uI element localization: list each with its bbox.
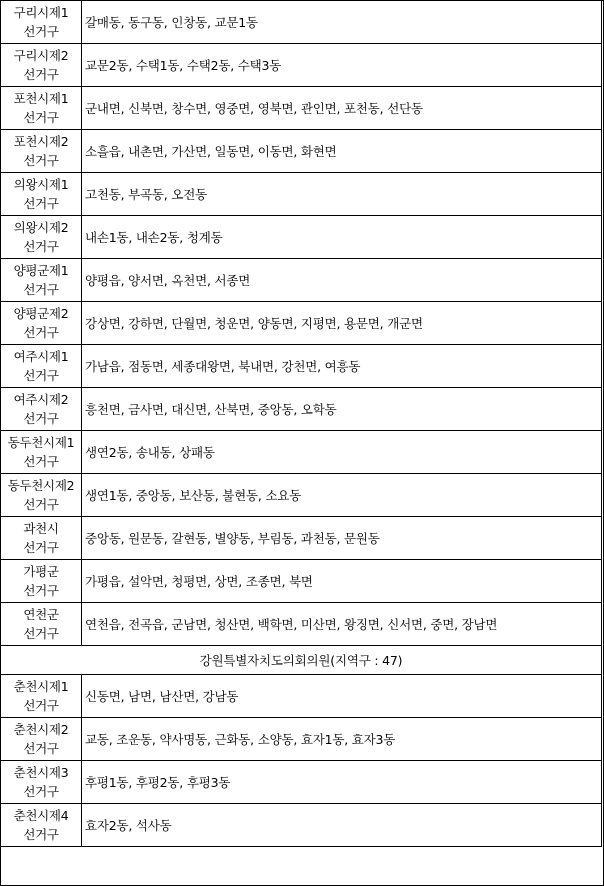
district-name-cell <box>1 216 82 259</box>
district-name: 여주시제2 <box>13 392 69 407</box>
district-name: 의왕시제2 <box>13 220 69 235</box>
district-name-cell <box>1 517 82 560</box>
district-areas-cell: 교문2동, 수택1동, 수택2동, 수택3동 <box>82 44 602 87</box>
district-areas-cell: 후평1동, 후평2동, 후평3동 <box>82 761 602 804</box>
district-suffix: 선거구 <box>23 454 59 469</box>
district-name: 동두천시제2 <box>7 478 75 493</box>
district-name: 구리시제2 <box>13 48 69 63</box>
district-areas-cell: 생연2동, 송내동, 상패동 <box>82 431 602 474</box>
district-suffix: 선거구 <box>23 741 59 756</box>
table-row <box>1 1 602 44</box>
district-name-cell <box>1 345 82 388</box>
district-name-cell <box>1 718 82 761</box>
district-name: 양평군제2 <box>13 306 69 321</box>
table-row <box>1 44 602 87</box>
district-name-cell <box>1 302 82 345</box>
district-suffix: 선거구 <box>23 497 59 512</box>
table-row <box>1 517 602 560</box>
district-name: 춘천시제4 <box>13 808 69 823</box>
district-name-cell <box>1 87 82 130</box>
district-suffix: 선거구 <box>23 583 59 598</box>
section-header: 강원특별자치도의회의원(지역구 : 47) <box>1 646 602 675</box>
district-suffix: 선거구 <box>23 282 59 297</box>
district-suffix: 선거구 <box>23 411 59 426</box>
district-areas-cell: 효자2동, 석사동 <box>82 804 602 847</box>
table-row <box>1 603 602 646</box>
district-suffix: 선거구 <box>23 827 59 842</box>
table-row <box>1 804 602 847</box>
district-suffix: 선거구 <box>23 325 59 340</box>
district-name-cell <box>1 130 82 173</box>
district-name-cell <box>1 560 82 603</box>
district-areas-cell: 생연1동, 중앙동, 보산동, 불현동, 소요동 <box>82 474 602 517</box>
district-suffix: 선거구 <box>23 67 59 82</box>
district-areas-cell: 갈매동, 동구동, 인창동, 교문1동 <box>82 1 602 44</box>
district-suffix: 선거구 <box>23 626 59 641</box>
district-name-cell <box>1 675 82 718</box>
district-name: 의왕시제1 <box>13 177 69 192</box>
table-row <box>1 345 602 388</box>
district-name: 춘천시제2 <box>13 722 69 737</box>
district-name-cell <box>1 761 82 804</box>
district-suffix: 선거구 <box>23 368 59 383</box>
district-name: 춘천시제3 <box>13 765 69 780</box>
table-row <box>1 718 602 761</box>
district-areas-cell: 흥천면, 금사면, 대신면, 산북면, 중앙동, 오학동 <box>82 388 602 431</box>
district-areas-cell: 양평읍, 양서면, 옥천면, 서종면 <box>82 259 602 302</box>
district-name-cell <box>1 44 82 87</box>
district-name: 포천시제2 <box>13 134 69 149</box>
district-suffix: 선거구 <box>23 153 59 168</box>
district-areas-cell: 가남읍, 점동면, 세종대왕면, 북내면, 강천면, 여흥동 <box>82 345 602 388</box>
district-name: 동두천시제1 <box>7 435 75 450</box>
district-areas-cell: 교동, 조운동, 약사명동, 근화동, 소양동, 효자1동, 효자3동 <box>82 718 602 761</box>
district-suffix: 선거구 <box>23 698 59 713</box>
district-areas-cell: 소흘읍, 내촌면, 가산면, 일동면, 이동면, 화현면 <box>82 130 602 173</box>
district-name: 여주시제1 <box>13 349 69 364</box>
table-row <box>1 130 602 173</box>
district-name-cell <box>1 474 82 517</box>
district-areas-cell: 내손1동, 내손2동, 청계동 <box>82 216 602 259</box>
district-name-cell <box>1 431 82 474</box>
table-row <box>1 216 602 259</box>
district-name: 과천시 <box>23 521 59 536</box>
table-row <box>1 560 602 603</box>
district-areas-cell: 가평읍, 설악면, 청평면, 상면, 조종면, 북면 <box>82 560 602 603</box>
district-name-cell <box>1 388 82 431</box>
table-body <box>1 1 602 847</box>
district-suffix: 선거구 <box>23 24 59 39</box>
district-name-cell <box>1 603 82 646</box>
district-name-cell <box>1 804 82 847</box>
district-areas-cell: 연천읍, 전곡읍, 군남면, 청산면, 백학면, 미산면, 왕징면, 신서면, 중면, 장남면 <box>82 603 602 646</box>
district-areas-cell: 신동면, 남면, 남산면, 강남동 <box>82 675 602 718</box>
district-suffix: 선거구 <box>23 784 59 799</box>
district-areas-cell: 고천동, 부곡동, 오전동 <box>82 173 602 216</box>
table-row <box>1 388 602 431</box>
table-row <box>1 431 602 474</box>
table-row <box>1 474 602 517</box>
district-areas-cell: 강상면, 강하면, 단월면, 청운면, 양동면, 지평면, 용문면, 개군면 <box>82 302 602 345</box>
district-areas-cell: 군내면, 신북면, 창수면, 영중면, 영북면, 관인면, 포천동, 선단동 <box>82 87 602 130</box>
district-suffix: 선거구 <box>23 239 59 254</box>
district-name: 양평군제1 <box>13 263 69 278</box>
district-name: 구리시제1 <box>13 5 69 20</box>
district-areas-cell: 중앙동, 원문동, 갈현동, 별양동, 부림동, 과천동, 문원동 <box>82 517 602 560</box>
table-row <box>1 761 602 804</box>
district-name-cell <box>1 1 82 44</box>
district-name-cell <box>1 259 82 302</box>
district-suffix: 선거구 <box>23 540 59 555</box>
district-name: 춘천시제1 <box>13 679 69 694</box>
table-row <box>1 675 602 718</box>
table-row <box>1 259 602 302</box>
district-name: 연천군 <box>23 607 59 622</box>
table-row <box>1 173 602 216</box>
district-suffix: 선거구 <box>23 110 59 125</box>
district-name: 가평군 <box>23 564 59 579</box>
section-header-row <box>1 646 602 675</box>
district-suffix: 선거구 <box>23 196 59 211</box>
table-row <box>1 87 602 130</box>
district-name-cell <box>1 173 82 216</box>
table-row <box>1 302 602 345</box>
district-name: 포천시제1 <box>13 91 69 106</box>
